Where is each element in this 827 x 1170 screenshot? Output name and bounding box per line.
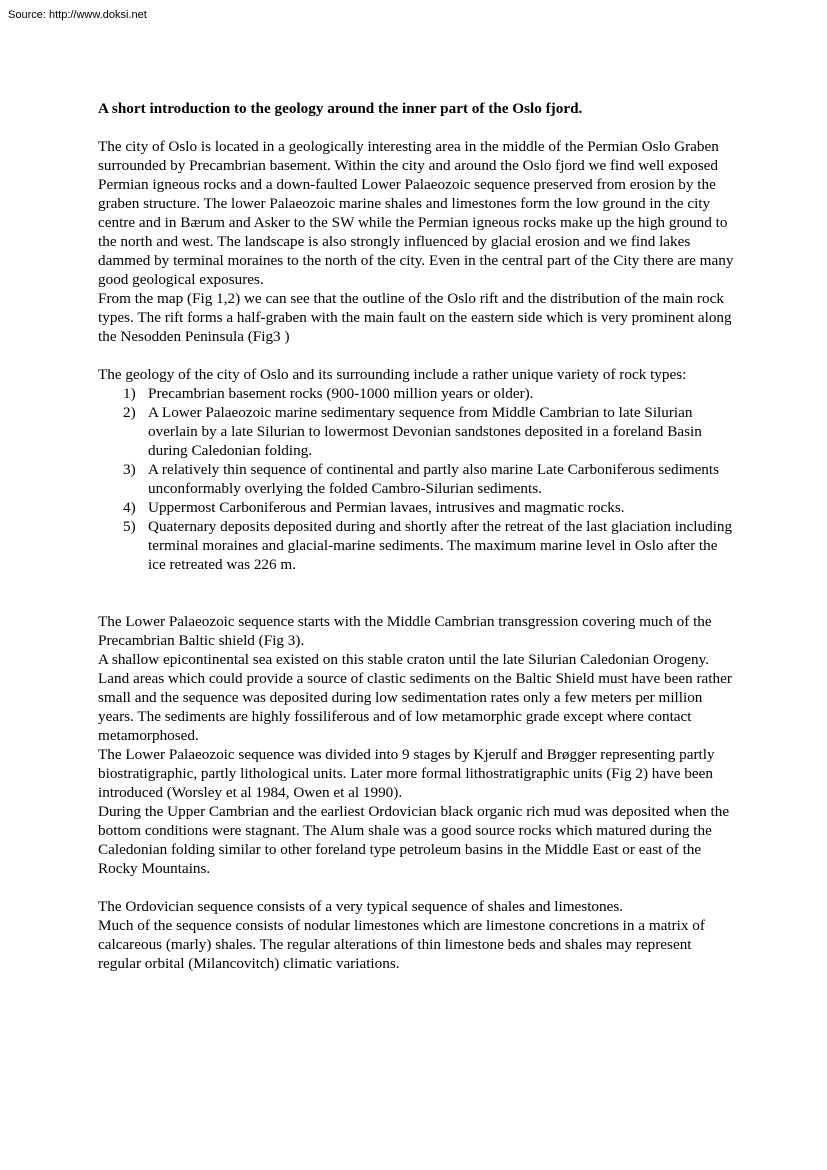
list-item — [98, 460, 738, 498]
rock-types-intro: The geology of the city of Oslo and its surrounding include a rather unique variety of rock types: — [98, 366, 687, 383]
rock-types-section — [98, 365, 738, 574]
ordovician-section — [98, 897, 738, 973]
palaeozoic-section — [98, 612, 738, 878]
rock-types-list — [98, 384, 738, 574]
body-paragraph: During the Upper Cambrian and the earliest Ordovician black organic rich mud was deposited when the bottom conditions were stagnant. The Alum shale was a good source rocks which matured during the Caledonian folding similar to other foreland type petroleum basins in the Middle East or east of the Rocky Mountains. — [98, 803, 730, 877]
list-text: Uppermost Carboniferous and Permian lavaes, intrusives and magmatic rocks. — [148, 499, 625, 516]
list-item — [98, 403, 738, 460]
list-number: 5) — [123, 518, 136, 535]
intro-paragraph: The city of Oslo is located in a geologically interesting area in the middle of the Permian Oslo Graben surrounded by Precambrian basement. Within the city and around the Oslo fjord we find well exposed Permian igneous rocks and a down-faulted Lower Palaeozoic sequence preserved from erosion by the graben structure. The lower Palaeozoic marine shales and limestones form the low ground in the city centre and in Bærum and Asker to the SW while the Permian igneous rocks make up the high ground to the north and west. The landscape is also strongly influenced by glacial erosion and we find lakes dammed by terminal moraines to the north of the city. Even in the central part of the City there are many good geological exposures. — [98, 138, 734, 288]
list-item — [98, 384, 738, 403]
intro-section — [98, 137, 738, 346]
document-page — [98, 99, 738, 973]
list-number: 1) — [123, 385, 136, 402]
list-text: A relatively thin sequence of continental and partly also marine Late Carboniferous sediments unconformably overlying the folded Cambro-Silurian sediments. — [148, 461, 720, 497]
list-item — [98, 498, 738, 517]
list-text: Quaternary deposits deposited during and shortly after the retreat of the last glaciation including terminal moraines and glacial-marine sediments. The maximum marine level in Oslo after the ice retreated was 226 m. — [148, 518, 733, 573]
list-item — [98, 517, 738, 574]
list-number: 3) — [123, 461, 136, 478]
body-paragraph: The Lower Palaeozoic sequence starts with the Middle Cambrian transgression covering much of the Precambrian Baltic shield (Fig 3). — [98, 613, 712, 649]
list-number: 2) — [123, 404, 136, 421]
body-paragraph: Much of the sequence consists of nodular limestones which are limestone concretions in a matrix of calcareous (marly) shales. The regular alterations of thin limestone beds and shales may represent regular orbital (Milancovitch) climatic variations. — [98, 917, 705, 972]
list-text: Precambrian basement rocks (900-1000 million years or older). — [148, 385, 534, 402]
intro-paragraph: From the map (Fig 1,2) we can see that the outline of the Oslo rift and the distribution of the main rock types. The rift forms a half-graben with the main fault on the eastern side which is very prominent along the Nesodden Peninsula (Fig3 ) — [98, 290, 732, 345]
body-paragraph: The Ordovician sequence consists of a very typical sequence of shales and limestones. — [98, 898, 624, 915]
body-paragraph: A shallow epicontinental sea existed on this stable craton until the late Silurian Caledonian Orogeny. — [98, 651, 710, 668]
body-paragraph: Land areas which could provide a source of clastic sediments on the Baltic Shield must have been rather small and the sequence was deposited during low sedimentation rates only a few meters per million years. The sediments are highly fossiliferous and of low metamorphic grade except where contact metamorphosed. — [98, 670, 732, 744]
list-number: 4) — [123, 499, 136, 516]
document-title: A short introduction to the geology around the inner part of the Oslo fjord. — [98, 100, 583, 117]
source-url: Source: http://www.doksi.net — [8, 9, 147, 21]
list-text: A Lower Palaeozoic marine sedimentary sequence from Middle Cambrian to late Silurian overlain by a late Silurian to lowermost Devonian sandstones deposited in a foreland Basin during Caledonian folding. — [148, 404, 702, 459]
body-paragraph: The Lower Palaeozoic sequence was divided into 9 stages by Kjerulf and Brøgger representing partly biostratigraphic, partly lithological units. Later more formal lithostratigraphic units (Fig 2) have been introduced (Worsley et al 1984, Owen et al 1990). — [98, 746, 715, 801]
